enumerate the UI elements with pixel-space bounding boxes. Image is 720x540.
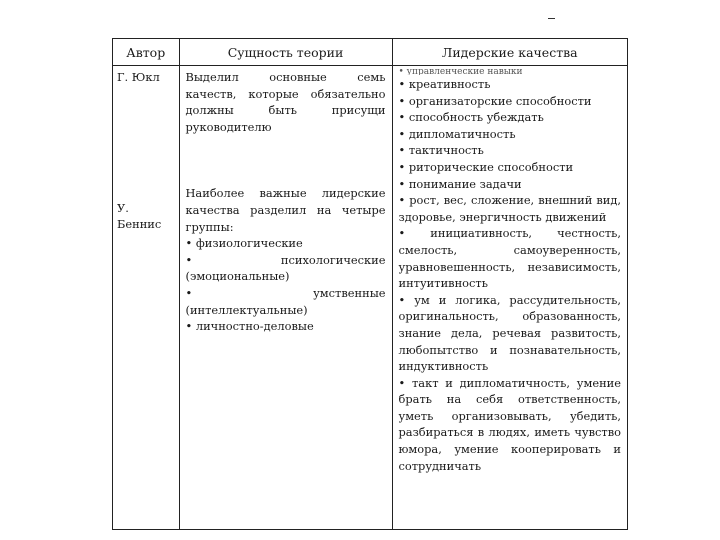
theory-bennis: Наиболее важные лидерские качества разделил на четыре группы: <box>185 186 386 234</box>
header-theory: Сущность теории <box>179 39 392 66</box>
list-item: • ум и логика, рассудительность, оригинальность, образованность, знание дела, речевая развитость, любопытство и познавательность, индуктивность <box>399 292 622 375</box>
list-item: • дипломатичность <box>399 126 622 143</box>
list-item: • рост, вес, сложение, внешний вид, здоровье, энергичность движений <box>399 192 622 225</box>
list-item: • физиологические <box>186 235 386 252</box>
stray-mark <box>548 18 555 19</box>
header-author: Автор <box>113 39 179 66</box>
list-item: • креативность <box>399 76 622 93</box>
qualities-list <box>399 76 622 474</box>
theory-cell <box>179 66 392 530</box>
list-item: • риторические способности <box>399 159 622 176</box>
list-item: • личностно-деловые <box>186 318 386 335</box>
leadership-table-scan <box>112 38 628 530</box>
header-row <box>113 39 627 66</box>
list-item: • психологические (эмоциональные) <box>186 252 386 285</box>
theory-groups-list <box>186 235 386 335</box>
list-item: • инициативность, честность, смелость, самоуверенность, уравновешенность, независимость, интуитивность <box>399 225 622 291</box>
cut-off-line: • управленческие навыки <box>398 69 523 75</box>
list-item: • способность убеждать <box>399 109 622 126</box>
list-item: • понимание задачи <box>399 176 622 193</box>
leadership-theories-table <box>113 39 627 529</box>
list-item: • такт и дипломатичность, умение брать на себя ответственность, уметь организовывать, убедить, разбираться в людях, иметь чувство юмора, умение кооперировать и сотрудничать <box>399 375 622 475</box>
author-yukl: Г. Юкл <box>117 70 160 84</box>
author-cell <box>113 66 179 530</box>
author-bennis: У. Беннис <box>117 200 162 232</box>
list-item: • тактичность <box>399 142 622 159</box>
table-row <box>113 66 627 530</box>
list-item: • организаторские способности <box>399 93 622 110</box>
list-item: • умственные (интеллектуальные) <box>186 285 386 318</box>
qualities-cell <box>392 66 627 530</box>
header-qualities: Лидерские качества <box>392 39 627 66</box>
theory-yukl: Выделил основные семь качеств, которые обязательно должны быть присущи руководителю <box>185 70 386 134</box>
theory-bennis-block <box>186 185 386 334</box>
